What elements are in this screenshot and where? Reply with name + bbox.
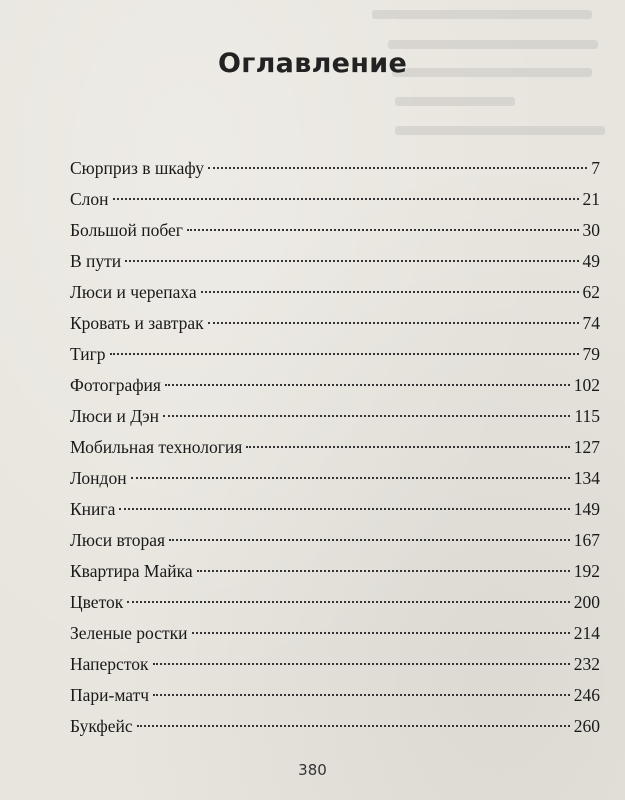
dot-leader (119, 508, 569, 510)
toc-entry-page: 200 (573, 592, 600, 612)
dot-leader (169, 539, 570, 541)
toc-entry (70, 587, 600, 618)
toc-entry (70, 277, 600, 308)
dot-leader (165, 384, 570, 386)
toc-entry-page: 246 (573, 685, 600, 705)
dot-leader (153, 663, 570, 665)
toc-entry-page: 127 (573, 437, 600, 457)
table-of-contents (70, 153, 600, 742)
toc-entry-page: 115 (574, 406, 600, 426)
toc-entry-title: Пари-матч (70, 685, 150, 705)
toc-entry-page: 260 (573, 716, 600, 736)
dot-leader (131, 477, 570, 479)
toc-entry-page: 192 (573, 561, 600, 581)
dot-leader (125, 260, 578, 262)
toc-entry-title: Кровать и завтрак (70, 313, 204, 333)
toc-entry-title: Лондон (70, 468, 127, 488)
toc-entry (70, 711, 600, 742)
toc-entry-title: Люси и Дэн (70, 406, 160, 426)
toc-entry-page: 49 (582, 251, 600, 271)
toc-entry-page: 102 (573, 375, 600, 395)
dot-leader (197, 570, 570, 572)
dot-leader (246, 446, 569, 448)
toc-entry-title: Квартира Майка (70, 561, 193, 581)
toc-entry (70, 680, 600, 711)
toc-entry (70, 525, 600, 556)
toc-entry-page: 134 (573, 468, 600, 488)
dot-leader (187, 229, 579, 231)
toc-entry-page: 74 (582, 313, 600, 333)
toc-entry-title: Слон (70, 189, 109, 209)
toc-entry-title: Люси вторая (70, 530, 166, 550)
toc-entry (70, 401, 600, 432)
toc-entry (70, 649, 600, 680)
toc-entry-title: Наперсток (70, 654, 149, 674)
toc-entry (70, 556, 600, 587)
toc-entry-title: Букфейс (70, 716, 133, 736)
toc-entry-page: 79 (582, 344, 600, 364)
page-title: Оглавление (217, 48, 408, 80)
toc-entry (70, 463, 600, 494)
toc-entry-page: 214 (573, 623, 600, 643)
toc-entry-title: Тигр (70, 344, 106, 364)
toc-entry (70, 618, 600, 649)
toc-entry (70, 153, 600, 184)
toc-entry-page: 30 (582, 220, 600, 240)
dot-leader (208, 322, 579, 324)
toc-entry-title: В пути (70, 251, 122, 271)
dot-leader (192, 632, 570, 634)
toc-entry-title: Люси и черепаха (70, 282, 197, 302)
toc-entry-page: 149 (573, 499, 600, 519)
toc-entry (70, 246, 600, 277)
dot-leader (208, 167, 587, 169)
toc-entry (70, 432, 600, 463)
toc-entry-title: Фотография (70, 375, 161, 395)
toc-entry (70, 339, 600, 370)
dot-leader (153, 694, 570, 696)
toc-entry-page: 62 (582, 282, 600, 302)
dot-leader (163, 415, 570, 417)
page-number: 380 (298, 761, 327, 779)
dot-leader (127, 601, 570, 603)
dot-leader (201, 291, 579, 293)
toc-entry-title: Мобильная технология (70, 437, 243, 457)
toc-entry-title: Сюрприз в шкафу (70, 158, 205, 178)
toc-entry-page: 21 (582, 189, 600, 209)
dot-leader (113, 198, 579, 200)
toc-entry (70, 308, 600, 339)
toc-entry-title: Большой побег (70, 220, 183, 240)
dot-leader (110, 353, 579, 355)
toc-entry-page: 7 (591, 158, 600, 178)
toc-entry (70, 370, 600, 401)
toc-entry-title: Зеленые ростки (70, 623, 188, 643)
toc-entry (70, 184, 600, 215)
toc-entry-page: 167 (573, 530, 600, 550)
toc-entry-page: 232 (573, 654, 600, 674)
toc-entry-title: Книга (70, 499, 116, 519)
toc-entry (70, 494, 600, 525)
toc-entry (70, 215, 600, 246)
toc-entry-title: Цветок (70, 592, 124, 612)
dot-leader (137, 725, 570, 727)
